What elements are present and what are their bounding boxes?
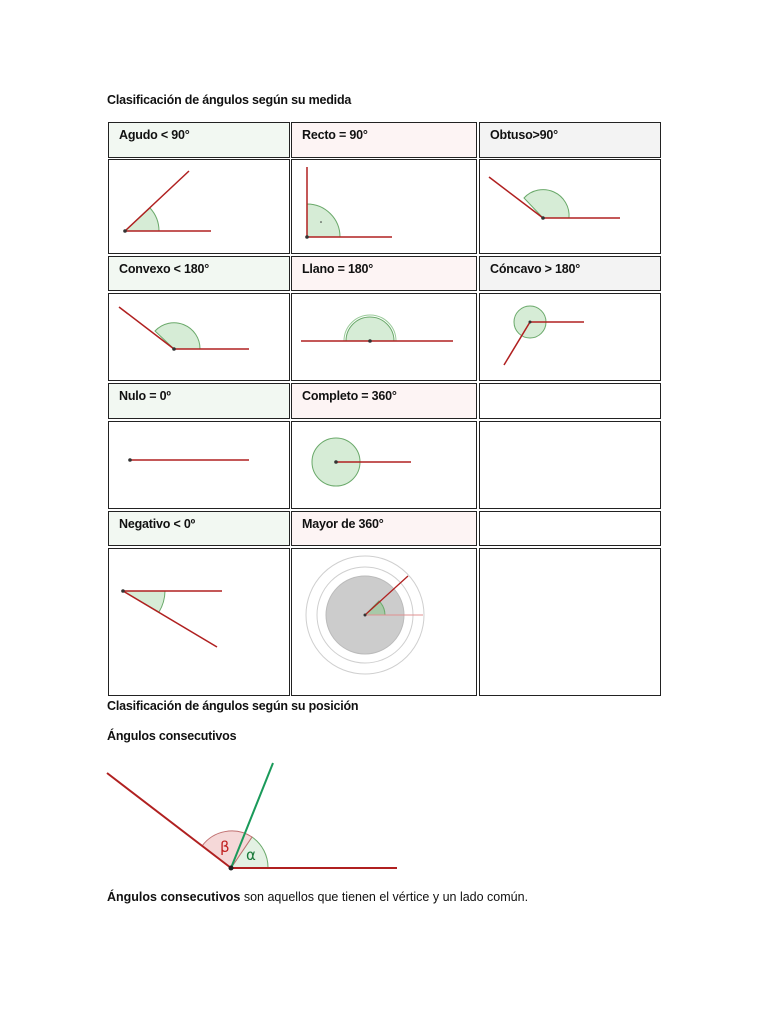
null-angle-diagram <box>109 422 291 510</box>
definition-term: Ángulos consecutivos <box>107 890 241 904</box>
header-agudo: Agudo < 90° <box>108 122 290 158</box>
figure-obtuso <box>479 159 661 254</box>
header-llano: Llano = 180° <box>291 256 477 291</box>
convex-angle-diagram <box>109 294 291 382</box>
section-title-medida: Clasificación de ángulos según su medida <box>107 93 352 107</box>
header-completo: Completo = 360° <box>291 383 477 419</box>
section-title-posicion: Clasificación de ángulos según su posición <box>107 699 359 713</box>
header-convexo: Convexo < 180° <box>108 256 290 291</box>
straight-angle-diagram <box>292 294 478 382</box>
figure-mayor-360 <box>291 548 477 696</box>
figure-llano <box>291 293 477 381</box>
acute-angle-diagram <box>109 160 291 255</box>
figure-empty-row4 <box>479 548 661 696</box>
header-obtuso: Obtuso>90° <box>479 122 661 158</box>
header-nulo: Nulo = 0º <box>108 383 290 419</box>
full-angle-diagram <box>292 422 478 510</box>
negative-angle-diagram <box>109 549 291 697</box>
figure-empty-row3 <box>479 421 661 509</box>
greater-than-360-diagram <box>292 549 478 697</box>
figure-recto <box>291 159 477 254</box>
header-empty-row4 <box>479 511 661 546</box>
concave-angle-diagram <box>480 294 662 382</box>
figure-negativo <box>108 548 290 696</box>
definition-rest: son aquellos que tienen el vértice y un lado común. <box>240 890 529 904</box>
figure-convexo <box>108 293 290 381</box>
right-angle-diagram <box>292 160 478 255</box>
obtuse-angle-diagram <box>480 160 662 255</box>
subsection-title-consecutivos: Ángulos consecutivos <box>107 729 237 743</box>
header-recto: Recto = 90° <box>291 122 477 158</box>
header-concavo: Cóncavo > 180° <box>479 256 661 291</box>
figure-nulo <box>108 421 290 509</box>
beta-label: β <box>220 838 230 856</box>
definition-sentence <box>107 890 528 904</box>
header-empty-row3 <box>479 383 661 419</box>
consecutive-angles-diagram <box>100 755 410 880</box>
figure-concavo <box>479 293 661 381</box>
figure-agudo <box>108 159 290 254</box>
header-mayor-360: Mayor de 360° <box>291 511 477 546</box>
alpha-label: α <box>246 846 256 864</box>
figure-completo <box>291 421 477 509</box>
header-negativo: Negativo < 0º <box>108 511 290 546</box>
